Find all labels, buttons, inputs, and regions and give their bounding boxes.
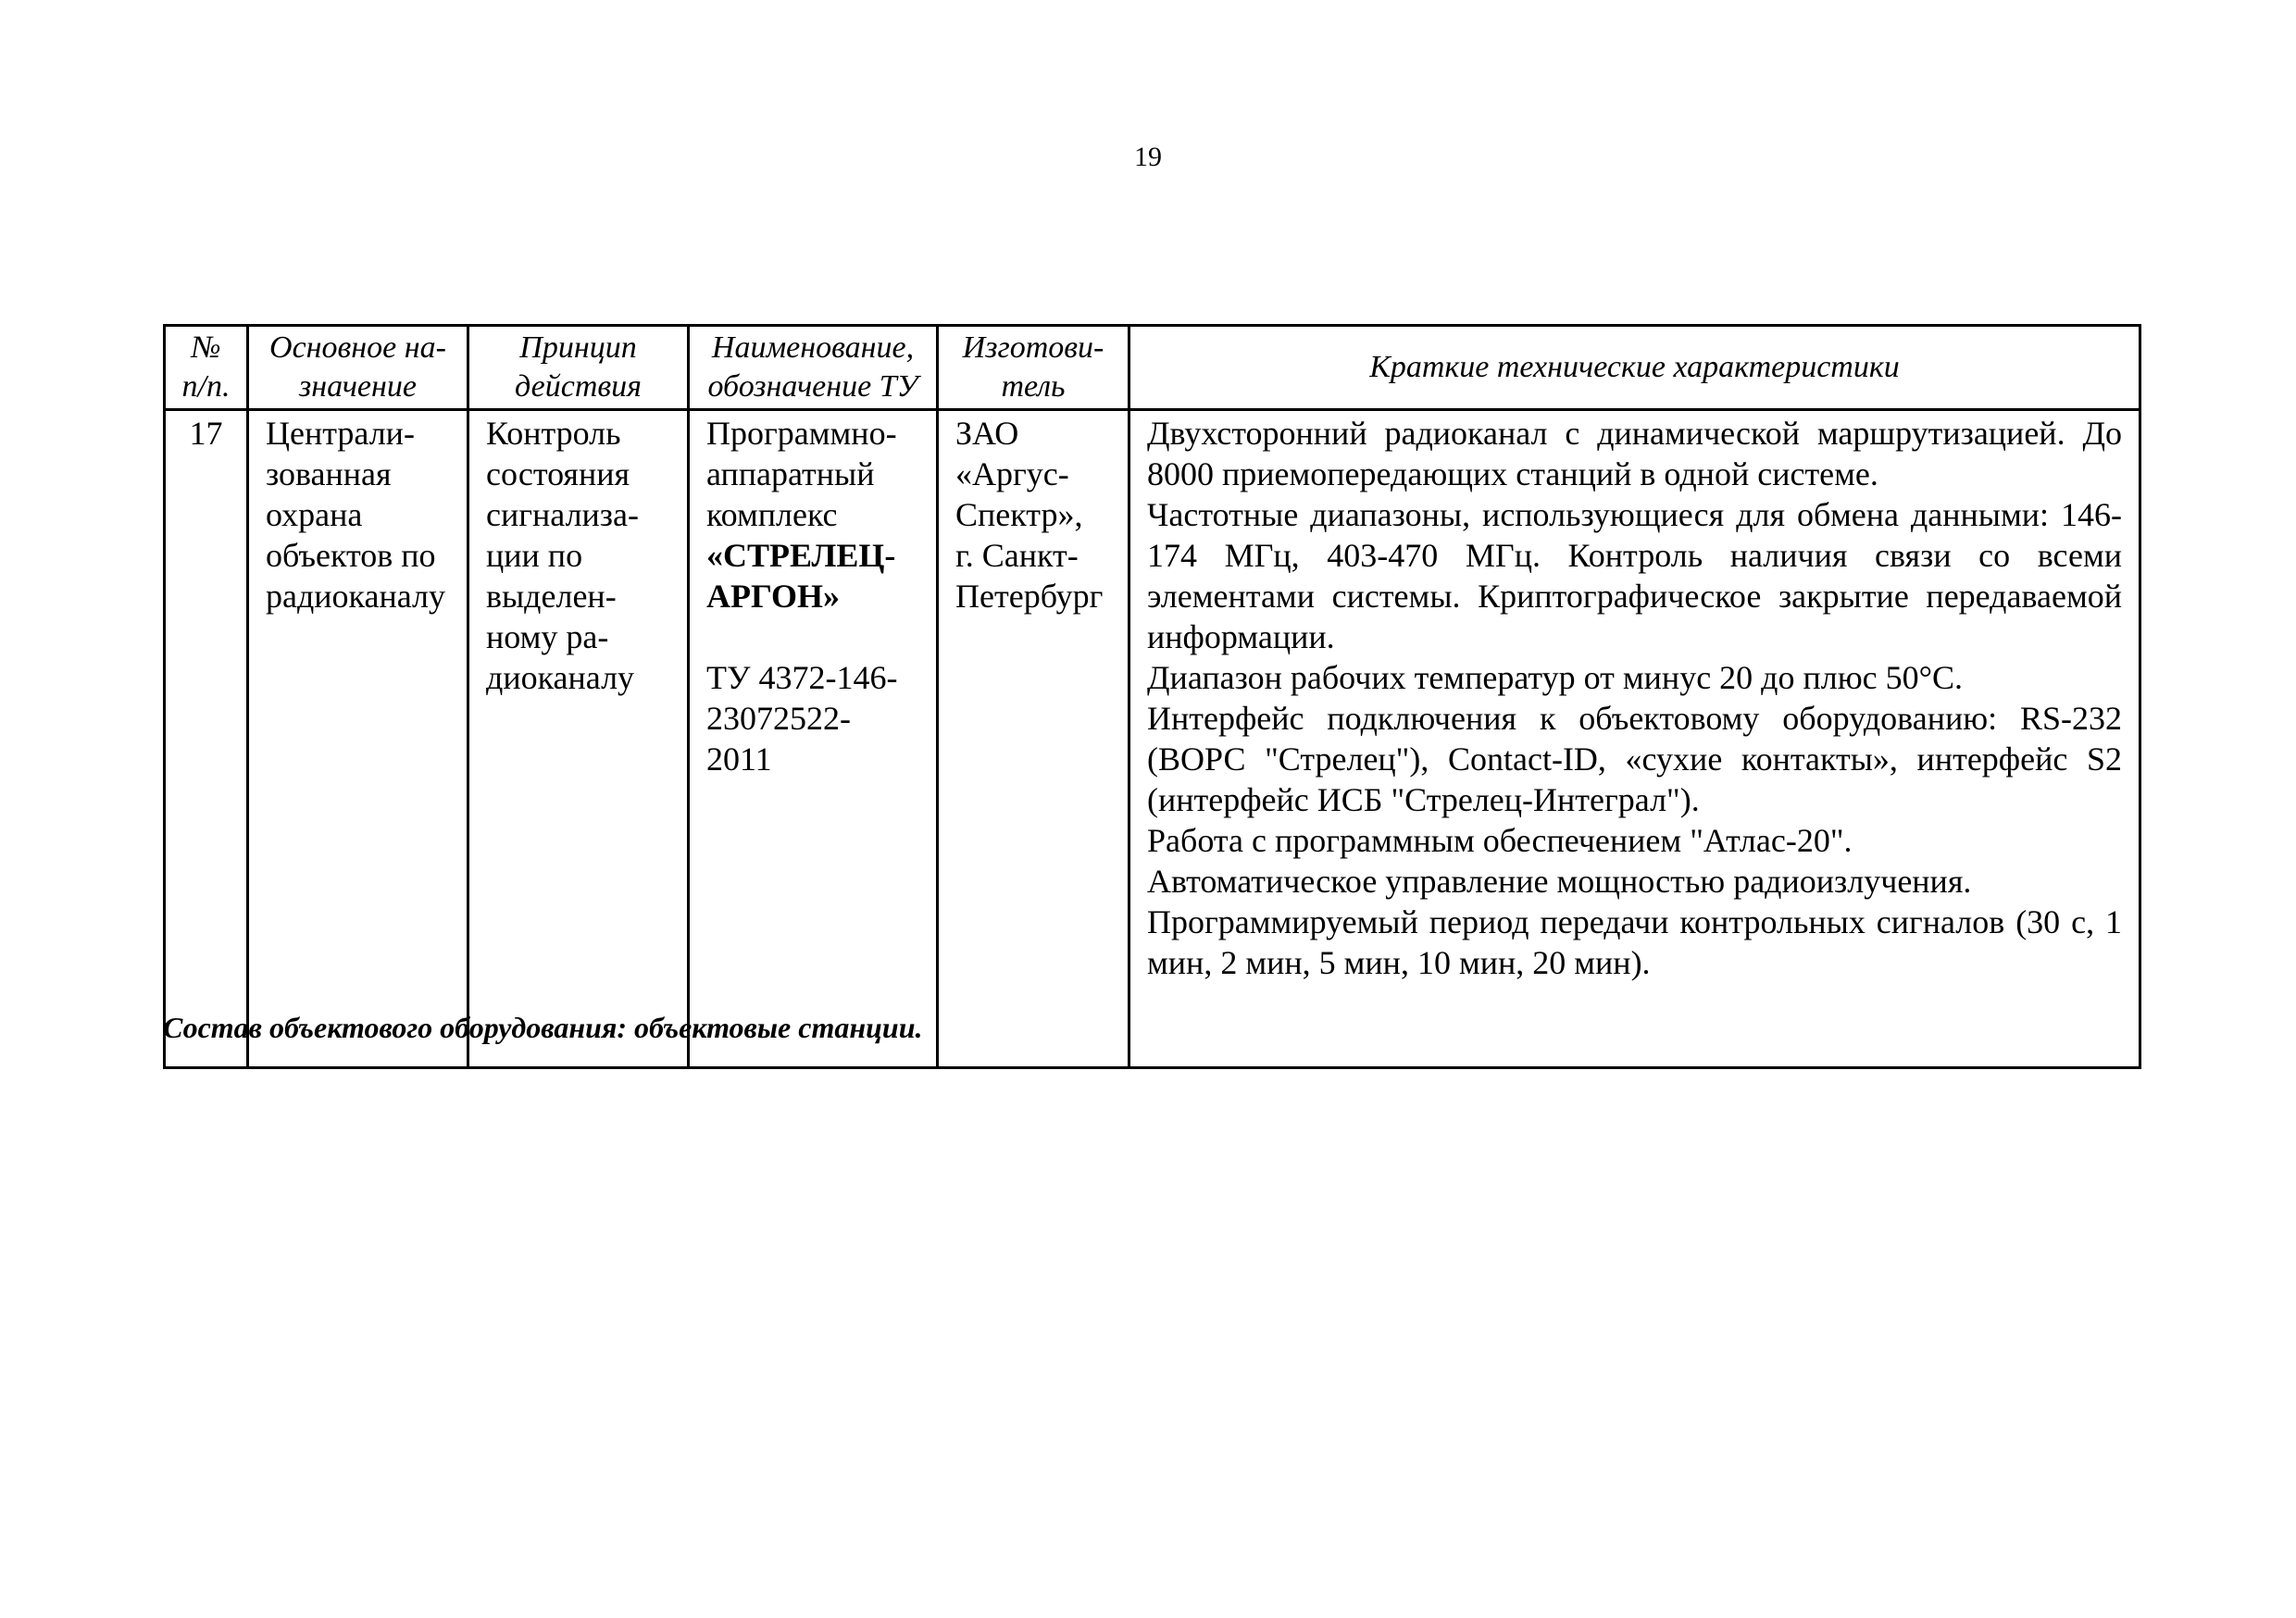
equipment-table — [163, 324, 2141, 1069]
footer-note: Состав объектового оборудования: объектовые станции. — [163, 1011, 923, 1044]
principle-line: состояния — [486, 455, 630, 492]
header-principle-line-2: действия — [515, 369, 642, 404]
header-maker-line-1: Изготови- — [962, 330, 1104, 365]
name-line: комплекс — [706, 496, 838, 533]
tu-line: ТУ 4372-146- — [706, 659, 898, 696]
cell-num: 17 — [165, 410, 248, 1068]
purpose-line: радиоканалу — [266, 578, 446, 615]
spec-paragraph: Частотные диапазоны, использующиеся для обмена данными: 146-174 МГц, 403-470 МГц. Контроль наличия связи со всеми элементами системы. Криптографическое закрытие передаваемой информации. — [1147, 496, 2122, 655]
header-num-line-1: № — [191, 330, 221, 365]
header-num — [165, 326, 248, 410]
header-name — [689, 326, 938, 410]
principle-line: диоканалу — [486, 659, 635, 696]
maker-line: Петербург — [955, 578, 1104, 615]
principle-line: выделен- — [486, 578, 617, 615]
cell-name — [689, 410, 938, 1068]
purpose-line: объектов по — [266, 537, 436, 574]
header-purpose — [248, 326, 468, 410]
maker-line: Спектр», — [955, 496, 1083, 533]
header-name-line-1: Наименование, — [711, 330, 915, 365]
header-purpose-line-2: значение — [299, 369, 417, 404]
page-number: 19 — [1134, 142, 1162, 172]
cell-maker — [938, 410, 1129, 1068]
table-row — [165, 410, 2140, 1068]
spec-paragraph: Автоматическое управление мощностью радиоизлучения. — [1147, 863, 1972, 900]
principle-line: ному ра- — [486, 618, 609, 655]
name-line: аппаратный — [706, 455, 875, 492]
spec-paragraph: Диапазон рабочих температур от минус 20 до плюс 50°С. — [1147, 659, 1963, 696]
maker-line: ЗАО — [955, 415, 1019, 452]
product-name-line: «СТРЕЛЕЦ- — [706, 537, 896, 574]
header-maker-line-2: тель — [1001, 369, 1066, 404]
tu-line: 23072522- — [706, 700, 851, 737]
maker-line: «Аргус- — [955, 455, 1069, 492]
purpose-line: Централи- — [266, 415, 415, 452]
principle-line: сигнализа- — [486, 496, 639, 533]
spec-paragraph: Программируемый период передачи контрольных сигналов (30 с, 1 мин, 2 мин, 5 мин, 10 мин, 20 мин). — [1147, 903, 2122, 981]
principle-line: ции по — [486, 537, 583, 574]
header-purpose-line-1: Основное на- — [269, 330, 446, 365]
header-num-line-2: п/п. — [181, 369, 231, 404]
purpose-line: охрана — [266, 496, 363, 533]
cell-principle — [468, 410, 689, 1068]
header-principle — [468, 326, 689, 410]
spec-paragraph: Работа с программным обеспечением "Атлас-20". — [1147, 822, 1853, 859]
header-principle-line-1: Принцип — [519, 330, 637, 365]
name-line: Программно- — [706, 415, 897, 452]
spec-paragraph: Двухсторонний радиоканал с динамической маршрутизацией. До 8000 приемопередающих станций в одной системе. — [1147, 415, 2122, 492]
cell-specs — [1129, 410, 2140, 1068]
spec-paragraph: Интерфейс подключения к объектовому оборудованию: RS-232 (ВОРС "Стрелец"), Contact-ID, «сухие контакты», интерфейс S2 (интерфейс ИСБ "Стрелец-Интеграл"). — [1147, 700, 2122, 818]
maker-line: г. Санкт- — [955, 537, 1079, 574]
purpose-line: зованная — [266, 455, 392, 492]
spacer — [706, 616, 919, 657]
header-maker — [938, 326, 1129, 410]
header-name-line-2: обозначение ТУ — [707, 369, 918, 404]
tu-line: 2011 — [706, 741, 772, 778]
product-name-line: АРГОН» — [706, 578, 840, 615]
cell-purpose — [248, 410, 468, 1068]
header-specs: Краткие технические характеристики — [1129, 326, 2140, 410]
table-header-row — [165, 326, 2140, 410]
principle-line: Контроль — [486, 415, 621, 452]
